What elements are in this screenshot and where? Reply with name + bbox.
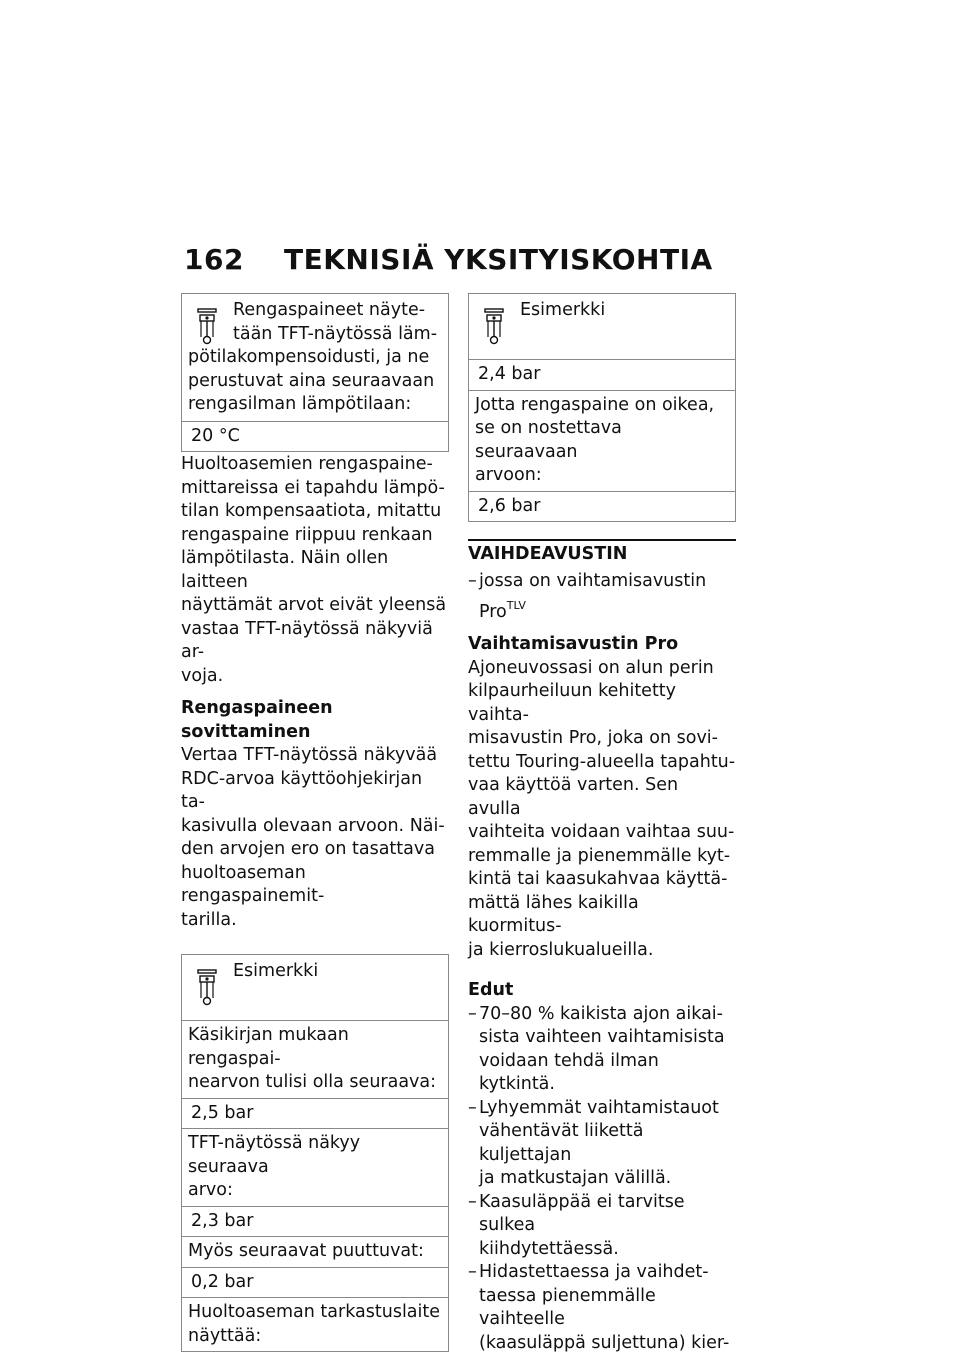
text-line: Huoltoasemien rengaspaine-	[181, 454, 433, 474]
text-line: tarilla.	[181, 909, 237, 930]
info-box-text	[182, 294, 448, 421]
page-number: 162	[184, 243, 244, 276]
text-line: 70–80 % kaikista ajon aikai-	[479, 1003, 723, 1024]
dash: –	[468, 1262, 477, 1282]
text-line: jossa on vaihtamisavustin	[479, 571, 707, 591]
text-line: Kaasuläppää ei tarvitse sulkea	[479, 1191, 685, 1235]
text-line: misavustin Pro, joka on sovi-	[468, 728, 718, 748]
text-line: remmalle ja pienemmälle kyt-	[468, 845, 731, 866]
benefit-item	[468, 1003, 736, 1097]
page-title: TEKNISIÄ YKSITYISKOHTIA	[284, 243, 713, 276]
text-line: kiihdytettäessä.	[479, 1238, 619, 1259]
text-line: se on nostettava seuraavaan	[475, 418, 622, 462]
text-line: Jotta rengaspaine on oikea,	[475, 394, 715, 415]
info-line: pötilakompensoidusti, ja ne	[188, 347, 430, 367]
text-line: voidaan tehdä ilman kytkintä.	[479, 1050, 659, 1094]
info-line: Rengaspaineet näyte-	[233, 300, 426, 320]
text-line: huoltoaseman rengaspainemit-	[181, 862, 325, 906]
text-line: (kaasuläppä suljettuna) kier-	[479, 1332, 730, 1353]
text-line: tilan kompensaatiota, mitattu	[181, 501, 442, 521]
text-line: Ajoneuvossasi on alun perin	[468, 657, 714, 678]
section-title: VAIHDEAVUSTIN	[468, 539, 736, 566]
text-line-pro	[479, 594, 736, 625]
text-line: Vertaa TFT-näytössä näkyvää	[181, 745, 438, 765]
example-row: Myös seuraavat puuttuvat:	[182, 1236, 448, 1267]
text-line: vaa käyttöä varten. Sen avulla	[468, 775, 679, 819]
info-line: perustuvat aina seuraavaan	[188, 370, 435, 391]
text-line: TFT-näytössä näkyy seuraava	[188, 1133, 361, 1177]
example-value: 2,6 bar	[469, 491, 735, 522]
example-box	[468, 293, 736, 522]
text-line: kintä tai kaasukahvaa käyttä-	[468, 869, 728, 889]
example-header	[469, 294, 735, 359]
text-line: näyttää:	[188, 1325, 262, 1346]
text-line: näyttämät arvot eivät yleensä	[181, 595, 447, 615]
text-line: Käsikirjan mukaan rengaspai-	[188, 1025, 349, 1069]
example-row	[182, 1297, 448, 1351]
text-line: vähentävät liikettä kuljettajan	[479, 1121, 644, 1165]
tire-pressure-gauge-icon	[196, 307, 218, 345]
text-line: kilpaurheiluun kehitetty vaihta-	[468, 681, 677, 725]
text-line: mittareissa ei tapahdu lämpö-	[181, 477, 445, 498]
text-line: den arvojen ero on tasattava	[181, 839, 435, 859]
text-line: tettu Touring-alueella tapahtu-	[468, 751, 736, 772]
dash: –	[468, 1191, 477, 1212]
tlv-mark: TLV	[506, 598, 526, 612]
text-line: RDC-arvoa käyttöohjekirjan ta-	[181, 768, 423, 812]
text-line: rengaspaine riippuu renkaan	[181, 524, 433, 545]
heading-adjust: Rengaspaineen sovittaminen	[181, 698, 333, 742]
example-label: Esimerkki	[233, 961, 319, 981]
paragraph-adjust	[181, 744, 449, 932]
info-line: tään TFT-näytössä läm-	[233, 323, 438, 344]
benefit-item	[468, 1097, 736, 1191]
example-label: Esimerkki	[520, 300, 606, 320]
left-column	[181, 293, 449, 1352]
intro-item	[468, 570, 736, 624]
page-header	[181, 243, 741, 277]
sub-heading: Vaihtamisavustin Pro	[468, 634, 679, 654]
text-line: Lyhyemmät vaihtamistauot	[479, 1097, 719, 1118]
example-header	[182, 955, 448, 1020]
example-row	[469, 390, 735, 491]
text-line: nearvon tulisi olla seuraava:	[188, 1072, 437, 1092]
text-line: vastaa TFT-näytössä näkyviä ar-	[181, 618, 433, 662]
text-line: arvoon:	[475, 465, 542, 485]
benefit-item	[468, 1261, 736, 1355]
text-line: arvo:	[188, 1180, 233, 1200]
pro-label: Pro	[479, 601, 507, 622]
example-value: 2,5 bar	[182, 1098, 448, 1129]
dash: –	[468, 571, 477, 591]
info-value: 20 °C	[182, 421, 448, 452]
text-line: voja.	[181, 665, 224, 686]
benefits-heading: Edut	[468, 980, 514, 1000]
text-line: Hidastettaessa ja vaihdet-	[479, 1262, 709, 1282]
right-column	[468, 293, 736, 1355]
tire-pressure-gauge-icon	[483, 307, 505, 345]
benefit-item	[468, 1191, 736, 1262]
text-line: Huoltoaseman tarkastuslaite	[188, 1302, 441, 1322]
paragraph-shift-assist	[468, 657, 736, 963]
tire-pressure-gauge-icon	[196, 968, 218, 1006]
text-line: vaihteita voidaan vaihtaa suu-	[468, 822, 735, 842]
example-value: 0,2 bar	[182, 1267, 448, 1298]
text-line: ja matkustajan välillä.	[479, 1168, 672, 1188]
example-box	[181, 954, 449, 1352]
example-row	[182, 1128, 448, 1206]
example-value: 2,3 bar	[182, 1206, 448, 1237]
info-line: rengasilman lämpötilaan:	[188, 394, 412, 414]
example-row	[182, 1020, 448, 1098]
text-line: lämpötilasta. Näin ollen laitteen	[181, 548, 389, 592]
text-line: kasivulla olevaan arvoon. Näi-	[181, 815, 445, 836]
text-line: sista vaihteen vaihtamisista	[479, 1027, 725, 1047]
text-line: mättä lähes kaikilla kuormitus-	[468, 892, 639, 936]
text-line: taessa pienemmälle vaihteelle	[479, 1285, 656, 1329]
dash: –	[468, 1003, 477, 1024]
text-line: ja kierroslukualueilla.	[468, 939, 654, 960]
dash: –	[468, 1097, 477, 1118]
paragraph-compensation	[181, 453, 449, 688]
info-box	[181, 293, 449, 452]
example-value: 2,4 bar	[469, 359, 735, 390]
